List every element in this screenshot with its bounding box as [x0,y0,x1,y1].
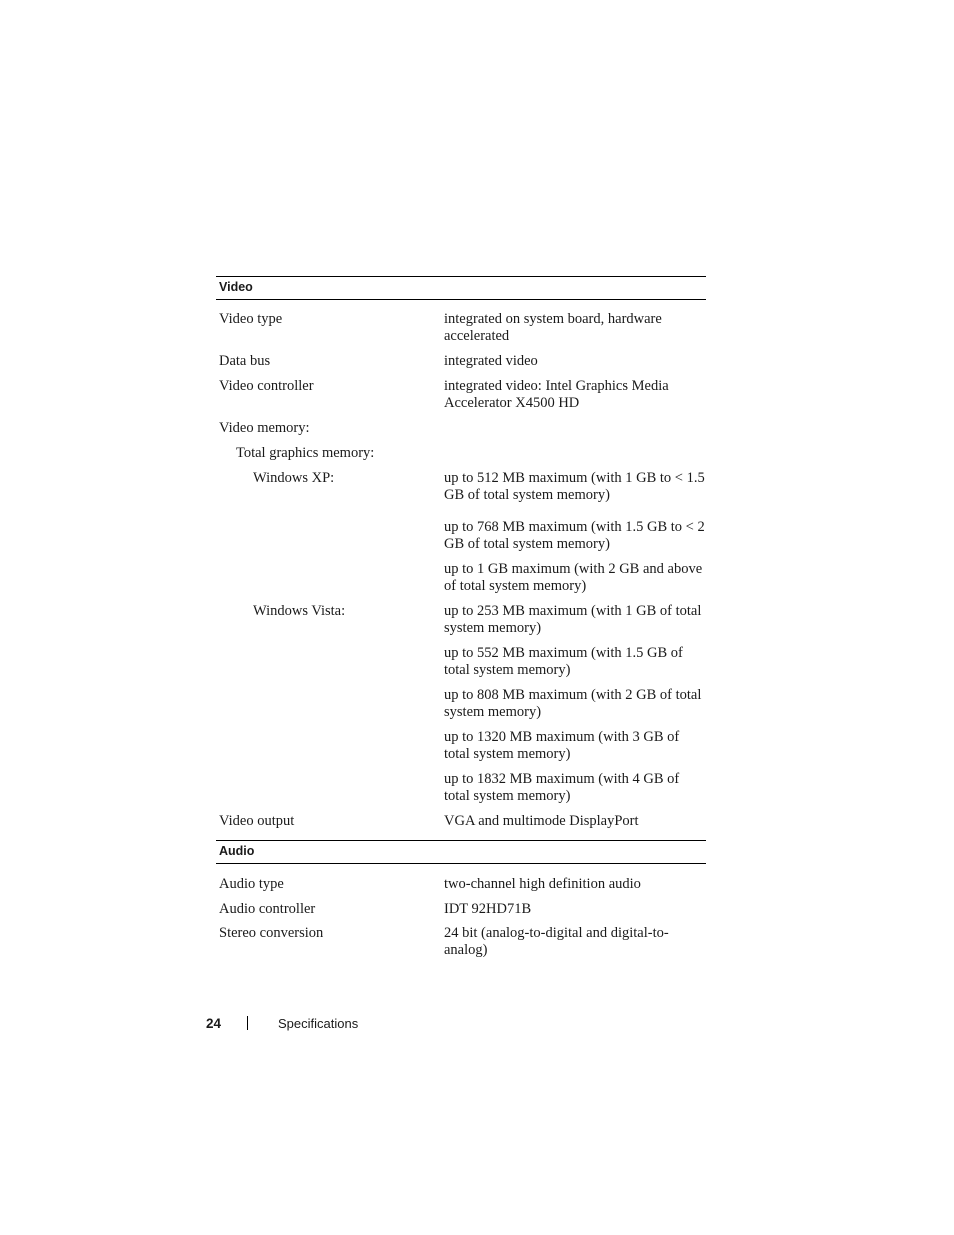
video-output-label: Video output [219,813,295,829]
total-graphics-memory-label: Total graphics memory: [236,445,375,461]
video-output-value: VGA and multimode DisplayPort [444,813,639,829]
video-section-header: Video [216,276,706,300]
audio-type-value: two-channel high definition audio [444,876,641,892]
windows-vista-value: up to 808 MB maximum (with 2 GB of total system memory) [444,687,702,720]
data-bus-label: Data bus [219,353,271,369]
windows-xp-value: up to 512 MB maximum (with 1 GB to < 1.5 GB of total system memory) [444,470,705,503]
audio-section-header: Audio [216,840,706,864]
stereo-conversion-value: 24 bit (analog-to-digital and digital-to-analog) [444,925,669,958]
audio-controller-value: IDT 92HD71B [444,901,532,917]
data-bus-value: integrated video [444,353,538,369]
video-controller-label: Video controller [219,378,314,394]
windows-vista-label: Windows Vista: [253,603,346,619]
page-number: 24 [206,1016,222,1031]
video-memory-label: Video memory: [219,420,310,436]
stereo-conversion-label: Stereo conversion [219,925,324,941]
windows-vista-value: up to 552 MB maximum (with 1.5 GB of total system memory) [444,645,683,678]
windows-vista-value: up to 1320 MB maximum (with 3 GB of total system memory) [444,729,680,762]
windows-vista-value: up to 253 MB maximum (with 1 GB of total system memory) [444,603,702,636]
video-controller-value: integrated video: Intel Graphics Media Accelerator X4500 HD [444,378,669,411]
audio-controller-label: Audio controller [219,901,316,917]
audio-type-label: Audio type [219,876,284,892]
windows-xp-label: Windows XP: [253,470,335,486]
video-type-value: integrated on system board, hardware accelerated [444,311,662,344]
footer-separator [247,1016,248,1030]
video-type-label: Video type [219,311,283,327]
footer-section-title: Specifications [278,1016,359,1031]
spec-table [216,276,706,958]
windows-vista-value: up to 1832 MB maximum (with 4 GB of total system memory) [444,771,680,804]
windows-xp-value: up to 768 MB maximum (with 1.5 GB to < 2 GB of total system memory) [444,519,705,552]
windows-xp-value: up to 1 GB maximum (with 2 GB and above of total system memory) [444,561,703,594]
